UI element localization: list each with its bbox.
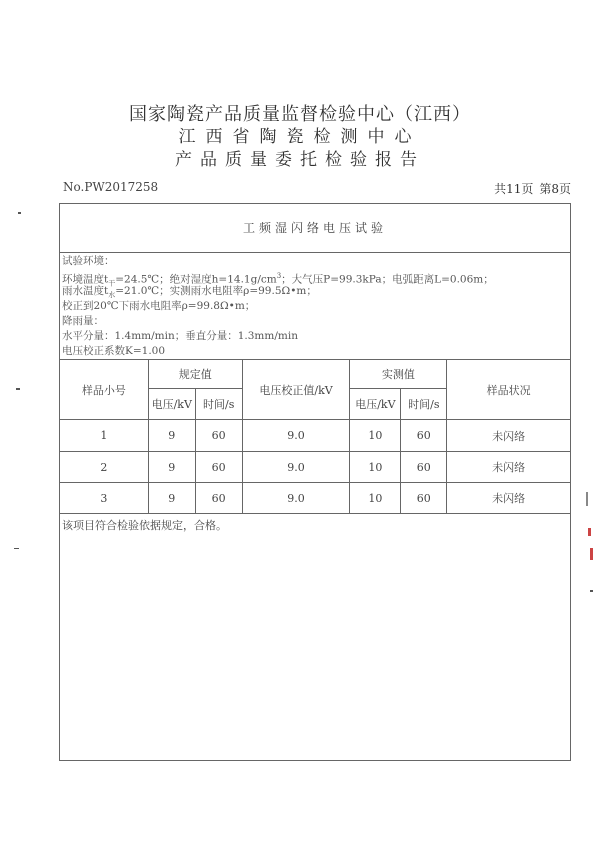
scan-speck bbox=[590, 590, 593, 592]
cell-sample-no: 3 bbox=[60, 483, 149, 514]
cell-spec-time: 60 bbox=[195, 483, 242, 514]
report-number: No.PW2017258 bbox=[63, 180, 159, 194]
env-line-3: 校正到20℃下雨水电阻率ρ=99.8Ω•m； bbox=[62, 300, 256, 312]
env-text: =24.5℃；绝对湿度h=14.1g/cm bbox=[115, 273, 277, 286]
cell-spec-voltage: 9 bbox=[148, 452, 195, 483]
header-meas-voltage: 电压/kV bbox=[350, 389, 401, 420]
env-text: ；大气压P=99.3kPa；电弧距离L=0.06m； bbox=[281, 273, 494, 286]
header-status: 样品状况 bbox=[447, 360, 571, 420]
header-spec-time: 时间/s bbox=[195, 389, 242, 420]
scan-edge-mark bbox=[586, 492, 588, 506]
cell-sample-no: 2 bbox=[60, 452, 149, 483]
header-corrected: 电压校正值/kV bbox=[242, 360, 350, 420]
header-specified: 规定值 bbox=[148, 360, 242, 389]
cell-spec-voltage: 9 bbox=[148, 420, 195, 452]
env-subscript: 干 bbox=[108, 279, 116, 288]
test-environment bbox=[62, 254, 494, 359]
red-seal-edge bbox=[590, 548, 593, 560]
red-seal-edge bbox=[588, 528, 591, 536]
scan-speck bbox=[14, 548, 19, 549]
page-total: 共11页 bbox=[494, 182, 534, 196]
cell-corrected: 9.0 bbox=[242, 420, 350, 452]
cell-corrected: 9.0 bbox=[242, 483, 350, 514]
header-center-subname: 江西省陶瓷检测中心 bbox=[178, 127, 422, 147]
header-sample: 样品小号 bbox=[60, 360, 149, 420]
env-line-4: 降雨量： bbox=[62, 315, 104, 327]
env-heading: 试验环境： bbox=[62, 255, 115, 267]
cell-meas-time: 60 bbox=[401, 420, 447, 452]
results-table bbox=[59, 359, 571, 514]
env-line-6: 电压校正系数K=1.00 bbox=[62, 345, 166, 357]
env-line-5: 水平分量：1.4mm/min；垂直分量：1.3mm/min bbox=[62, 330, 298, 342]
cell-status: 未闪络 bbox=[447, 452, 571, 483]
cell-meas-voltage: 10 bbox=[350, 483, 401, 514]
table-row bbox=[60, 452, 571, 483]
header-center-name: 国家陶瓷产品质量监督检验中心（江西） bbox=[129, 104, 471, 125]
cell-sample-no: 1 bbox=[60, 420, 149, 452]
scan-speck bbox=[18, 212, 21, 214]
page-current: 第8页 bbox=[539, 182, 571, 196]
header-spec-voltage: 电压/kV bbox=[148, 389, 195, 420]
conclusion-text: 该项目符合检验依据规定，合格。 bbox=[62, 519, 227, 532]
env-text: 雨水温度t bbox=[62, 285, 109, 297]
report-title: 产品质量委托检验报告 bbox=[175, 150, 425, 170]
cell-corrected: 9.0 bbox=[242, 452, 350, 483]
test-title: 工频湿闪络电压试验 bbox=[60, 204, 570, 253]
cell-meas-voltage: 10 bbox=[350, 452, 401, 483]
cell-spec-time: 60 bbox=[195, 420, 242, 452]
table-row bbox=[60, 420, 571, 452]
cell-spec-time: 60 bbox=[195, 452, 242, 483]
cell-meas-time: 60 bbox=[401, 452, 447, 483]
cell-spec-voltage: 9 bbox=[148, 483, 195, 514]
table-row bbox=[60, 483, 571, 514]
header-meas-time: 时间/s bbox=[401, 389, 447, 420]
cell-status: 未闪络 bbox=[447, 420, 571, 452]
header-measured: 实测值 bbox=[350, 360, 447, 389]
scan-speck bbox=[16, 388, 20, 390]
env-text: =21.0℃；实测雨水电阻率ρ=99.5Ω•m； bbox=[115, 285, 317, 297]
page-indicator bbox=[494, 180, 571, 197]
report-frame bbox=[59, 203, 571, 761]
env-line-1 bbox=[62, 269, 494, 288]
table-header-row bbox=[60, 360, 571, 389]
cell-meas-time: 60 bbox=[401, 483, 447, 514]
cell-meas-voltage: 10 bbox=[350, 420, 401, 452]
env-line-2 bbox=[62, 284, 494, 299]
cell-status: 未闪络 bbox=[447, 483, 571, 514]
env-text: 环境温度t bbox=[62, 273, 109, 286]
env-subscript: 水 bbox=[108, 291, 116, 300]
env-superscript: 3 bbox=[276, 272, 282, 280]
